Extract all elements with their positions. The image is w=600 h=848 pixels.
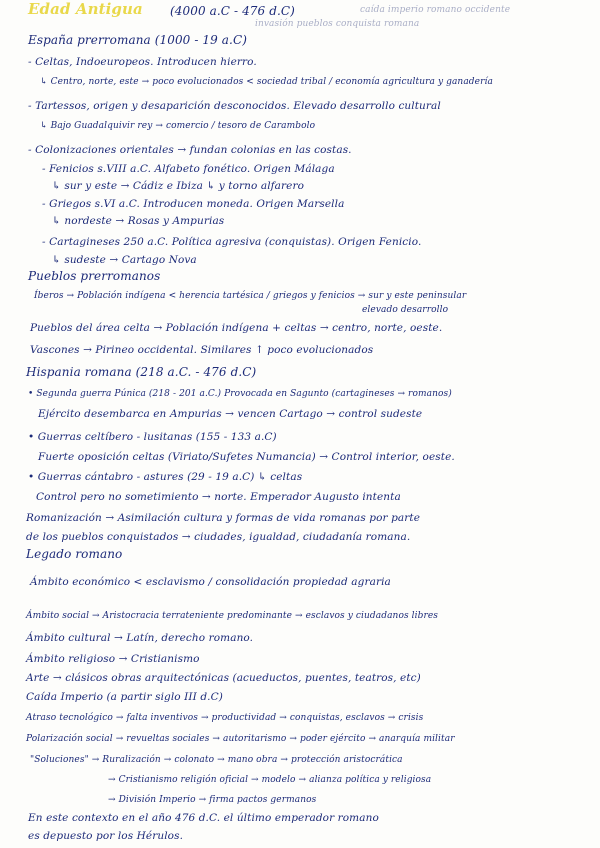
text-line: - Griegos s.VI a.C. Introducen moneda. Origen Marsella — [42, 198, 345, 210]
text-line: Atraso tecnológico → falta inventivos → productividad → conquistas, esclavos → crisis — [26, 713, 424, 723]
text-line: Romanización → Asimilación cultura y formas de vida romanas por parte — [26, 512, 421, 524]
text-line: ↳ nordeste → Rosas y Ampurias — [52, 215, 225, 227]
text-line: ↳ Bajo Guadalquivir rey → comercio / tesoro de Carambolo — [40, 121, 316, 131]
heading-pueblos-prerromanos: Pueblos prerromanos — [28, 269, 161, 283]
text-line: ↳ Centro, norte, este → poco evolucionados < sociedad tribal / economía agricultura y ganadería — [40, 77, 493, 87]
text-line: - Cartagineses 250 a.C. Política agresiva (conquistas). Origen Fenicio. — [42, 236, 422, 248]
text-line: → Cristianismo religión oficial → modelo → alianza política y religiosa — [108, 775, 432, 785]
text-line: Ámbito social → Aristocracia terrateniente predominante → esclavos y ciudadanos libres — [26, 611, 439, 621]
title-note-2: invasión pueblos conquista romana — [255, 19, 420, 29]
text-line: de los pueblos conquistados → ciudades, igualdad, ciudadanía romana. — [26, 531, 411, 543]
text-line: Pueblos del área celta → Población indígena + celtas → centro, norte, oeste. — [30, 322, 443, 334]
text-line: ↳ sur y este → Cádiz e Ibiza ↳ y torno alfarero — [52, 180, 304, 192]
page-title: Edad Antigua — [28, 0, 143, 18]
text-line: Polarización social → revueltas sociales → autoritarismo → poder ejército → anarquía militar — [26, 734, 455, 744]
text-line: Íberos → Población indígena < herencia tartésica / griegos y fenicios → sur y este peninsular — [34, 291, 467, 301]
text-line: - Colonizaciones orientales → fundan colonias en las costas. — [28, 144, 352, 156]
text-line: → División Imperio → firma pactos germanos — [108, 795, 317, 805]
text-line: Ámbito económico < esclavismo / consolidación propiedad agraria — [30, 576, 391, 588]
text-line: - Fenicios s.VIII a.C. Alfabeto fonético. Origen Málaga — [42, 163, 335, 175]
text-line: • Segunda guerra Púnica (218 - 201 a.C.) Provocada en Sagunto (cartagineses → romanos) — [28, 389, 452, 399]
text-line: Arte → clásicos obras arquitectónicas (acueductos, puentes, teatros, etc) — [26, 672, 421, 684]
text-line: Vascones → Pirineo occidental. Similares ↑ poco evolucionados — [30, 344, 374, 356]
title-dates: (4000 a.C - 476 d.C) — [170, 4, 295, 18]
title-note: caída imperio romano occidente — [360, 5, 511, 15]
heading-espana-prerromana: España prerromana (1000 - 19 a.C) — [28, 33, 248, 47]
text-line: - Celtas, Indoeuropeos. Introducen hierro. — [28, 56, 257, 68]
text-line: es depuesto por los Hérulos. — [28, 830, 184, 842]
heading-legado-romano: Legado romano — [26, 547, 123, 561]
text-line: • Guerras cántabro - astures (29 - 19 a.C) ↳ celtas — [28, 471, 303, 483]
text-line: Fuerte oposición celtas (Viriato/Sufetes Numancia) → Control interior, oeste. — [38, 451, 455, 463]
text-line: "Soluciones" → Ruralización → colonato → mano obra → protección aristocrática — [30, 755, 403, 765]
heading-hispania-romana: Hispania romana (218 a.C. - 476 d.C) — [26, 365, 257, 379]
text-line: Control pero no sometimiento → norte. Emperador Augusto intenta — [36, 491, 401, 503]
text-line: Ejército desembarca en Ampurias → vencen Cartago → control sudeste — [38, 408, 423, 420]
text-line: Ámbito religioso → Cristianismo — [26, 653, 200, 665]
text-line: elevado desarrollo — [362, 305, 449, 315]
text-line: • Guerras celtíbero - lusitanas (155 - 133 a.C) — [28, 431, 277, 443]
text-line: Ámbito cultural → Latín, derecho romano. — [26, 632, 254, 644]
text-line: ↳ sudeste → Cartago Nova — [52, 254, 197, 266]
text-line: - Tartessos, origen y desaparición desconocidos. Elevado desarrollo cultural — [28, 100, 441, 112]
heading-caida-imperio: Caída Imperio (a partir siglo III d.C) — [26, 691, 223, 703]
text-line: En este contexto en el año 476 d.C. el último emperador romano — [28, 812, 379, 824]
